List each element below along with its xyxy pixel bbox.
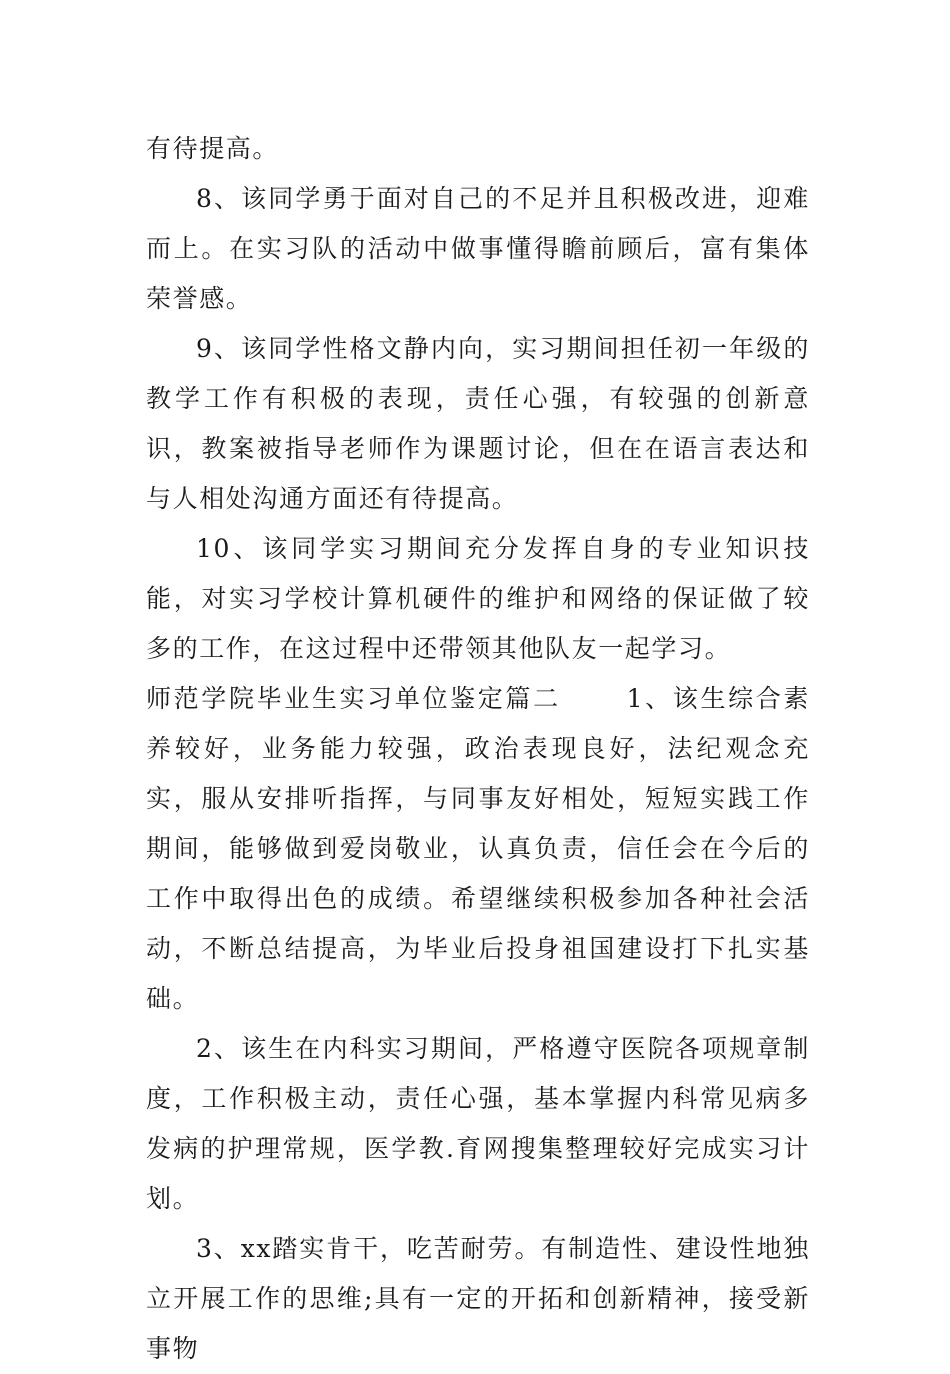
paragraph-1: 有待提高。: [146, 134, 280, 163]
paragraph-4: 10、该同学实习期间充分发挥自身的专业知识技能，对实习学校计算机硬件的维护和网络的保证做了较多的工作，在这过程中还带领其他队友一起学习。: [146, 534, 810, 663]
paragraph-6: 2、该生在内科实习期间，严格遵守医院各项规章制度，工作积极主动，责任心强，基本掌握内科常见病多发病的护理常规，医学教.育网搜集整理较好完成实习计划。: [146, 1034, 810, 1213]
paragraph-2: 8、该同学勇于面对自己的不足并且积极改进，迎难而上。在实习队的活动中做事懂得瞻前顾后，富有集体荣誉感。: [146, 184, 810, 313]
paragraph-7: 3、xx踏实肯干，吃苦耐劳。有制造性、建设性地独立开展工作的思维;具有一定的开拓和创新精神，接受新事物: [146, 1234, 810, 1363]
document-body: [146, 124, 810, 1374]
paragraph-5-section-heading: 师范学院毕业生实习单位鉴定篇二 1、该生综合素养较好，业务能力较强，政治表现良好，法纪观念充实，服从安排听指挥，与同事友好相处，短短实践工作期间，能够做到爱岗敬业，认真负责，信任会在今后的工作中取得出色的成绩。希望继续积极参加各种社会活动，不断总结提高，为毕业后投身祖国建设打下扎实基础。: [146, 684, 810, 1013]
paragraph-3: 9、该同学性格文静内向，实习期间担任初一年级的教学工作有积极的表现，责任心强，有较强的创新意识，教案被指导老师作为课题讨论，但在在语言表达和与人相处沟通方面还有待提高。: [146, 334, 810, 513]
